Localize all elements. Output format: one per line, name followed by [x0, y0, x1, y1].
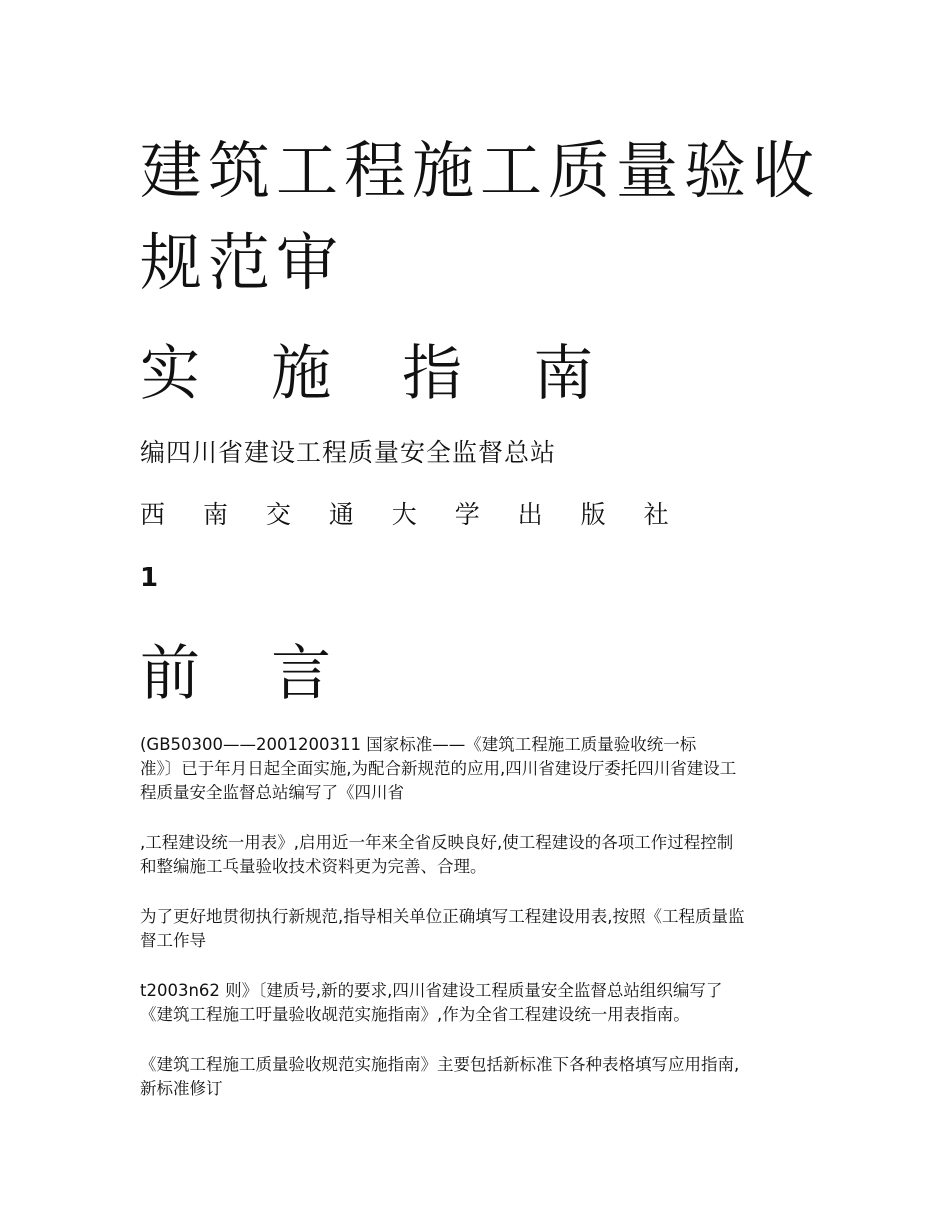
paragraph-line: 准》〕已于年月日起全面实施,为配合新规范的应用,四川省建设厅委托四川省建设工: [140, 759, 737, 778]
title-line-2: 规范审: [140, 226, 345, 299]
paragraph-line: (GB50300——2001200311 国家标准——《建筑工程施工质量验收统一标: [140, 735, 697, 754]
paragraph-line: 《建筑工程施工质量验收规范实施指南》主要包括新标准下各种表格填写应用指南,: [140, 1055, 740, 1074]
paragraph-line: ,工程建设统一用表》,启用近一年来全省反映良好,使工程建设的各项工作过程控制: [140, 833, 734, 852]
paragraph-4: [140, 979, 820, 1027]
paragraph-line: t2003n62 则》〔建质号,新的要求,四川省建设工程质量安全监督总站组织编写了: [140, 981, 723, 1000]
editor-line: 编四川省建设工程质量安全监督总站: [140, 438, 557, 467]
title-line-3: 实 施 指 南: [140, 339, 620, 409]
paragraph-line: 督工作导: [140, 931, 206, 950]
publisher-line: 西 南 交 通 大 学 出 版 社: [140, 500, 684, 529]
title-line-1: 建筑工程施工质量验收: [140, 134, 821, 207]
paragraph-line: 和整编施工乓量验收技术资料更为完善、合理。: [140, 857, 487, 876]
paragraph-line: 新标准修订: [140, 1079, 223, 1098]
paragraph-line: 程质量安全监督总站编写了《四川省: [140, 783, 404, 802]
paragraph-3: [140, 905, 820, 953]
page-number: 1: [140, 563, 159, 593]
paragraph-5: [140, 1053, 820, 1101]
paragraph-line: 为了更好地贯彻执行新规范,指导相关单位正确填写工程建设用表,按照《工程质量监: [140, 907, 745, 926]
paragraph-2: [140, 831, 820, 879]
paragraph-1: [140, 733, 820, 805]
paragraph-line: 《建筑工程施工吁量验收觇范实施指南》,作为全省工程建设统一用表指南。: [140, 1005, 690, 1024]
preface-heading: 前 言: [140, 639, 358, 709]
